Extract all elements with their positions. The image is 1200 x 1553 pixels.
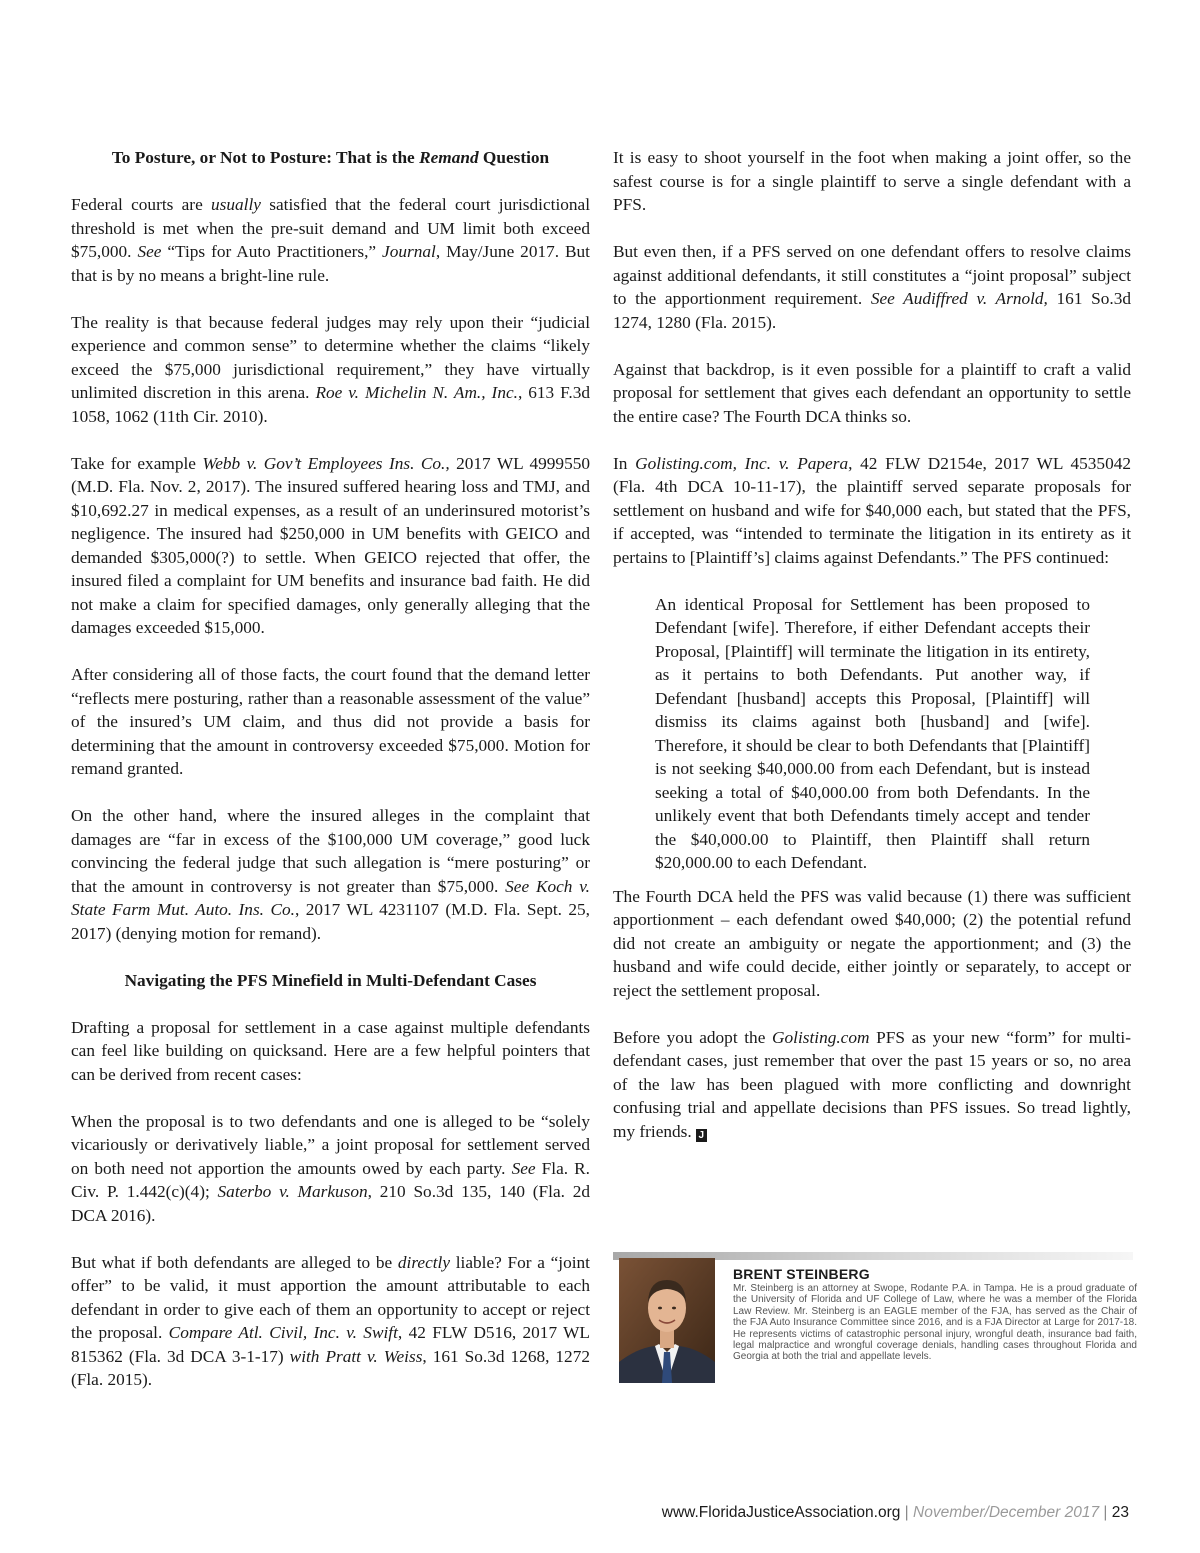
paragraph: On the other hand, where the insured alleges in the complaint that damages are “far in excess of the $100,000 UM coverage,” good luck convincing the federal judge that such allegation is “mere posturing” or that the amount in controversy is not greater than $75,000. See Koch v. State Farm Mut. Auto. Ins. Co., 2017 WL 4231107 (M.D. Fla. Sept. 25, 2017) (denying motion for remand). — [71, 806, 591, 943]
paragraph: It is easy to shoot yourself in the foot when making a joint offer, so the safest course is for a single plaintiff to serve a single defendant with a PFS. — [613, 148, 1131, 214]
author-portrait-icon — [619, 1258, 715, 1383]
block-quote — [655, 593, 1090, 875]
section-heading-remand: To Posture, or Not to Posture: That is the Remand Question — [111, 148, 550, 167]
page-footer — [662, 1504, 1129, 1522]
paragraph: Against that backdrop, is it even possible for a plaintiff to craft a valid proposal for settlement that gives each defendant an opportunity to settle the entire case? The Fourth DCA thinks so. — [613, 359, 1131, 426]
author-photo — [619, 1258, 715, 1383]
paragraph: The reality is that because federal judges may rely upon their “judicial experience and common sense” to determine whether the claims “likely exceed the $75,000 jurisdictional requirement,” they have virtually unlimited discretion in this arena. Roe v. Michelin N. Am., Inc., 613 F.3d 1058, 1062 (11th Cir. 2010). — [71, 312, 590, 426]
paragraph: The Fourth DCA held the PFS was valid because (1) there was sufficient apportionment – each defendant owed $40,000; (2) the potential refund did not create an ambiguity or negate the apportionment; and (3) the husband and wife could decide, either jointly or separately, to accept or reject the settlement proposal. — [613, 886, 1131, 1000]
bio-text-block — [733, 1266, 1137, 1363]
author-bio — [613, 1252, 1137, 1402]
paragraph: Before you adopt the Golisting.com PFS as your new “form” for multi-defendant cases, just remember that over the past 15 years or so, no area of the law has been plagued with more conflicting and downright confusing trial and appellate decisions than PFS issues. So tread lightly, my friends. J — [613, 1027, 1131, 1141]
paragraph: Drafting a proposal for settlement in a case against multiple defendants can feel like building on quicksand. Here are a few helpful pointers that can be derived from recent cases: — [71, 1017, 590, 1084]
paragraph: But what if both defendants are alleged to be directly liable? For a “joint offer” to be valid, it must apportion the amount attributable to each defendant in order to give each of them an opportunity to accept or reject the proposal. Compare Atl. Civil, Inc. v. Swift, 42 FLW D516, 2017 WL 815362 (Fla. 3d DCA 3-1-17) with Pratt v. Weiss, 161 So.3d 1268, 1272 (Fla. 2015). — [71, 1252, 590, 1389]
issue-date: November/December 2017 — [913, 1504, 1100, 1521]
author-description: Mr. Steinberg is an attorney at Swope, Rodante P.A. in Tampa. He is a proud graduate of the University of Florida and UF College of Law, where he was a member of the Florida Law Review. Mr. Steinberg is an EAGLE member of the FJA, has served as the Chair of the FJA Auto Insurance Committee since 2016, and is a FJA Director at Large for 2017-18. He represents victims of catastrophic personal injury, wrongful death, insurance bad faith, legal malpractice and wrongful coverage denials, handling cases throughout Florida and Georgia at both the trial and appellate levels. — [733, 1283, 1137, 1363]
author-name: BRENT STEINBERG — [733, 1266, 870, 1282]
journal-end-mark-icon: J — [696, 1129, 707, 1142]
section-heading-pfs: Navigating the PFS Minefield in Multi-Defendant Cases — [124, 970, 537, 990]
left-column — [71, 146, 590, 1415]
footer-separator: | — [1099, 1504, 1112, 1521]
footer-separator: | — [900, 1504, 914, 1521]
paragraph: After considering all of those facts, the court found that the demand letter “reflects mere posturing, rather than a reasonable assessment of the value” of the insured’s UM claim, and thus did not provide a basis for determining that the amount in controversy exceeded $75,000. Motion for remand granted. — [71, 665, 590, 778]
paragraph: But even then, if a PFS served on one defendant offers to resolve claims against additional defendants, it still constitutes a “joint proposal” subject to the apportionment requirement. See Audiffred v. Arnold, 161 So.3d 1274, 1280 (Fla. 2015). — [613, 242, 1131, 332]
page-number: 23 — [1111, 1504, 1129, 1521]
right-column — [613, 146, 1131, 1167]
quote-text: An identical Proposal for Settlement has been proposed to Defendant [wife]. Therefore, if either Defendant accepts their Proposal, [Plaintiff] will terminate the litigation in its entirety, as it pertains to both Defendants. Put another way, if Defendant [husband] accepts this Proposal, [Plaintiff] will dismiss its claims against both [husband] and [wife]. Therefore, it should be clear to both Defendants that [Plaintiff] is not seeking $40,000.00 from each Defendant, but is instead seeking a total of $40,000.00 from both Defendants. In the unlikely event that both Defendants timely accept and tender the $40,000.00 to Plaintiff, then Plaintiff shall return $20,000.00 to each Defendant. — [655, 594, 1090, 872]
paragraph: When the proposal is to two defendants and one is alleged to be “solely vicariously or derivatively liable,” a joint proposal for settlement served on both need not apportion the amounts owed by each party. See Fla. R. Civ. P. 1.442(c)(4); Saterbo v. Markuson, 210 So.3d 135, 140 (Fla. 2d DCA 2016). — [71, 1111, 591, 1225]
paragraph: In Golisting.com, Inc. v. Papera, 42 FLW D2154e, 2017 WL 4535042 (Fla. 4th DCA 10-11-17), the plaintiff served separate proposals for settlement on husband and wife for $40,000 each, but stated that the PFS, if accepted, was “intended to terminate the litigation in its entirety as it pertains to [Plaintiff’s] claims against Defendants.” The PFS continued: — [613, 453, 1131, 567]
paragraph: Take for example Webb v. Gov’t Employees Ins. Co., 2017 WL 4999550 (M.D. Fla. Nov. 2, 2017). The insured suffered hearing loss and TMJ, and $10,692.27 in medical expenses, as a result of an underinsured motorist’s negligence. The insured had $250,000 in UM benefits with GEICO and demanded $305,000(?) to settle. When GEICO rejected that offer, the insured filed a complaint for UM benefits and insurance bad faith. He did not make a claim for specified damages, only generally alleging that the damages exceeded $15,000. — [71, 453, 590, 637]
paragraph: Federal courts are usually satisfied that the federal court jurisdictional threshold is met when the pre-suit demand and UM limit both exceed $75,000. See “Tips for Auto Practitioners,” Journal, May/June 2017. But that is by no means a bright-line rule. — [71, 195, 590, 285]
website-link[interactable]: www.FloridaJusticeAssociation.org — [661, 1504, 901, 1521]
